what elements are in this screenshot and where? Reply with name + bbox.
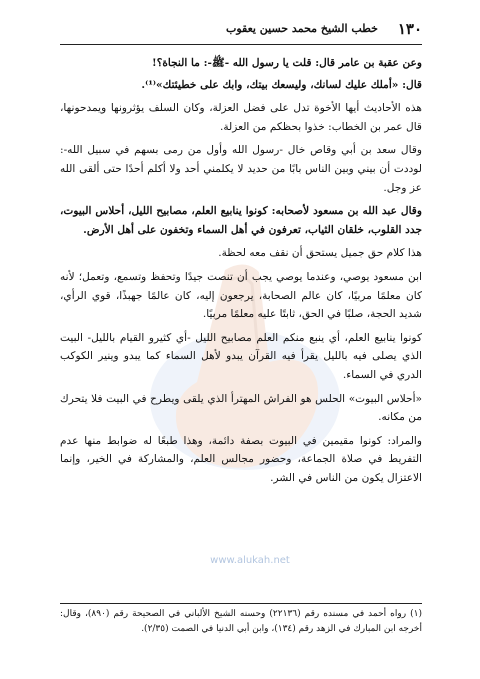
watermark-text: www.alukah.net bbox=[210, 555, 290, 566]
footnote-1: (١) رواه أحمد في مسنده رقم (٢٢١٣٦) وحسنه الشيخ الألباني في الصحيحة رقم (٨٩٠)، وقال: أخرجه ابن المبارك في الزهد رقم (١٣٤)، وابن أبي الدنيا في الصمت (٢/٣٥). bbox=[60, 609, 422, 634]
main-text bbox=[60, 54, 422, 490]
paragraph-2: قال: «أملك عليك لسانك، وليسعك بيتك، وابك على خطيئتك»⁽¹⁾. bbox=[141, 78, 422, 91]
paragraph-9: «أحلاس البيوت» الحلس هو الفراش المهترأ الذي يلقى ويطرح في البيت فلا يتحرك من مكانه. bbox=[60, 392, 422, 424]
page-header bbox=[60, 18, 422, 42]
paragraph-7: ابن مسعود يوصي، وعندما يوصي يجب أن تنصت جيدًا وتحفظ وتسمع، وتعمل؛ لأنه كان معلمًا مربيًا، كان عالم الصحابة، يرجعون إليه، كان عالمًا جهبذًا، قوي الرأي، شديد الحجة، صلبًا في الحق، ثابتًا عليه معلمًا مربيًا. bbox=[60, 270, 422, 321]
footnote-rule bbox=[60, 603, 422, 604]
footnotes bbox=[60, 607, 422, 637]
paragraph-4: وقال سعد بن أبي وقاص خال -رسول الله وأول من رمى بسهم في سبيل الله-: لوددت أن بيني وبين الناس بابًا من حديد لا يكلمني أحد ولا أكلم أحدًا حتى ألقى الله عز وجل. bbox=[60, 144, 422, 194]
paragraph-8: كونوا ينابيع العلم، أي ينبع منكم العلم مصابيح الليل -أي كثيرو القيام بالليل- البيت الذي يصلى فيه بالليل يقرأ فيه القرآن يبدو لأهل السماء كما يبدو وينير الكوكب الدري في السماء. bbox=[60, 331, 422, 381]
page-number: ١٣٠ bbox=[397, 20, 422, 38]
paragraph-3: هذه الأحاديث أيها الأخوة تدل على فضل العزلة، وكان السلف يؤثرونها ويمدحونها، قال عمر بن الخطاب: خذوا بحظكم من العزلة. bbox=[60, 102, 422, 133]
running-title: خطب الشيخ محمد حسين يعقوب bbox=[226, 22, 378, 35]
paragraph-5: وقال عبد الله بن مسعود لأصحابه: كونوا ينابيع العلم، مصابيح الليل، أحلاس البيوت، جدد القلوب، خلقان الثياب، تعرفون في أهل السماء وتخفون على أهل الأرض. bbox=[60, 205, 422, 236]
paragraph-6: هذا كلام حق جميل يستحق أن نقف معه لحظة. bbox=[218, 247, 422, 260]
header-rule bbox=[60, 44, 422, 45]
paragraph-10: والمراد: كونوا مقيمين في البيوت بصفة دائمة، وهذا طبعًا له ضوابط منها عدم التفريط في صلاة الجماعة، وحضور مجالس العلم، والمشاركة في الخير، وإنما الاعتزال يكون من الناس في الشر. bbox=[60, 434, 422, 484]
paragraph-1: وعن عقبة بن عامر قال: قلت يا رسول الله -ﷺ-: ما النجاة؟! bbox=[152, 57, 422, 69]
